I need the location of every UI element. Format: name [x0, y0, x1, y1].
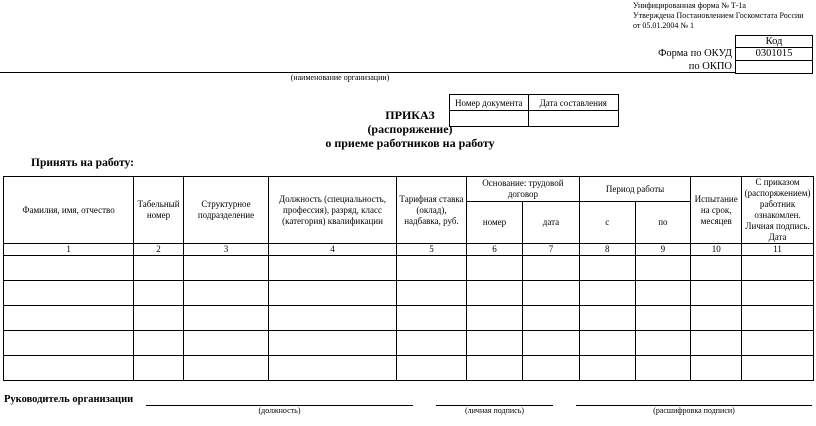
table-cell[interactable]	[134, 281, 184, 306]
table-cell[interactable]	[691, 256, 742, 281]
table-cell[interactable]	[691, 356, 742, 381]
okpo-label: по ОКПО	[688, 61, 732, 72]
table-cell[interactable]	[579, 356, 635, 381]
page-title	[310, 108, 510, 150]
table-cell[interactable]	[579, 306, 635, 331]
table-cell[interactable]	[4, 256, 134, 281]
table-cell[interactable]	[635, 256, 691, 281]
col-dept-header: Структурное подразделение	[183, 177, 268, 244]
table-cell[interactable]	[183, 281, 268, 306]
signature-decode-caption: (расшифровка подписи)	[653, 406, 735, 415]
table-cell[interactable]	[183, 306, 268, 331]
col-number: 1	[4, 244, 134, 256]
doc-date-label: Дата составления	[528, 95, 618, 111]
table-cell[interactable]	[183, 256, 268, 281]
signature-caption: (личная подпись)	[464, 406, 525, 415]
form-header-line2: Утверждена Постановлением Госкомстата России	[633, 11, 804, 20]
table-cell[interactable]	[269, 356, 397, 381]
table-cell[interactable]	[742, 306, 814, 331]
table-cell[interactable]	[635, 281, 691, 306]
col-number: 7	[523, 244, 580, 256]
table-cell[interactable]	[4, 306, 134, 331]
table-cell[interactable]	[397, 306, 467, 331]
doc-date-input[interactable]	[528, 111, 618, 127]
col-basis-header: Основание: трудовой договор	[467, 177, 580, 202]
table-cell[interactable]	[742, 356, 814, 381]
table-cell[interactable]	[134, 256, 184, 281]
table-cell[interactable]	[467, 331, 523, 356]
table-cell[interactable]	[742, 281, 814, 306]
table-cell[interactable]	[691, 306, 742, 331]
table-cell[interactable]	[635, 356, 691, 381]
table-cell[interactable]	[523, 281, 580, 306]
col-number: 8	[579, 244, 635, 256]
table-cell[interactable]	[691, 281, 742, 306]
table-row	[4, 306, 814, 331]
col-tab-header: Табельный номер	[134, 177, 184, 244]
table-cell[interactable]	[397, 356, 467, 381]
table-row	[4, 356, 814, 381]
okud-value[interactable]: 0301015	[755, 48, 793, 59]
col-period-from-header: с	[579, 202, 635, 244]
table-cell[interactable]	[523, 331, 580, 356]
col-trial-header: Испытание на срок, месяцев	[691, 177, 742, 244]
col-ack-header: С приказом (распоряжением) работник ознакомлен. Личная подпись. Дата	[742, 177, 814, 244]
okud-label: Форма по ОКУД	[658, 48, 732, 59]
col-number: 10	[691, 244, 742, 256]
table-cell[interactable]	[742, 256, 814, 281]
table-cell[interactable]	[635, 306, 691, 331]
org-caption: (наименование организации)	[290, 73, 390, 82]
table-cell[interactable]	[635, 331, 691, 356]
col-number: 11	[742, 244, 814, 256]
doc-number-label: Номер документа	[450, 95, 529, 111]
table-cell[interactable]	[579, 256, 635, 281]
col-basis-number-header: номер	[467, 202, 523, 244]
table-cell[interactable]	[523, 256, 580, 281]
table-row	[4, 331, 814, 356]
table-cell[interactable]	[397, 256, 467, 281]
col-number: 5	[397, 244, 467, 256]
table-cell[interactable]	[134, 356, 184, 381]
table-cell[interactable]	[4, 281, 134, 306]
table-cell[interactable]	[467, 356, 523, 381]
title-line3: о приеме работников на работу	[325, 136, 495, 150]
col-period-header: Период работы	[579, 177, 690, 202]
position-caption: (должность)	[258, 406, 301, 415]
col-number: 4	[269, 244, 397, 256]
table-cell[interactable]	[467, 281, 523, 306]
form-header-line1: Унифицированная форма № Т-1а	[633, 1, 746, 10]
table-cell[interactable]	[691, 331, 742, 356]
col-number: 3	[183, 244, 268, 256]
col-basis-date-header: дата	[523, 202, 580, 244]
table-cell[interactable]	[183, 331, 268, 356]
table-cell[interactable]	[467, 306, 523, 331]
table-cell[interactable]	[269, 281, 397, 306]
table-cell[interactable]	[134, 306, 184, 331]
table-cell[interactable]	[269, 306, 397, 331]
table-cell[interactable]	[742, 331, 814, 356]
form-header	[633, 1, 804, 31]
col-number: 6	[467, 244, 523, 256]
table-cell[interactable]	[579, 281, 635, 306]
table-row	[4, 281, 814, 306]
form-header-line3: от 05.01.2004 № 1	[633, 21, 695, 30]
column-numbers-row	[4, 244, 814, 256]
code-label: Код	[765, 36, 783, 47]
table-cell[interactable]	[397, 281, 467, 306]
table-cell[interactable]	[269, 256, 397, 281]
table-cell[interactable]	[397, 331, 467, 356]
col-period-to-header: по	[635, 202, 691, 244]
table-row	[4, 256, 814, 281]
col-position-header: Должность (специальность, профессия), разряд, класс (категория) квалификации	[269, 177, 397, 244]
title-line1: ПРИКАЗ	[385, 108, 435, 122]
section-label: Принять на работу:	[31, 157, 134, 169]
table-cell[interactable]	[134, 331, 184, 356]
table-cell[interactable]	[467, 256, 523, 281]
col-name-header: Фамилия, имя, отчество	[4, 177, 134, 244]
table-cell[interactable]	[523, 356, 580, 381]
head-label: Руководитель организации	[4, 394, 134, 405]
col-rate-header: Тарифная ставка (оклад), надбавка, руб.	[397, 177, 467, 244]
col-number: 9	[635, 244, 691, 256]
table-cell[interactable]	[183, 356, 268, 381]
table-cell[interactable]	[579, 331, 635, 356]
title-line2: (распоряжение)	[367, 122, 453, 136]
table-cell[interactable]	[4, 331, 134, 356]
table-cell[interactable]	[269, 331, 397, 356]
hires-table	[3, 176, 814, 381]
table-cell[interactable]	[523, 306, 580, 331]
table-cell[interactable]	[4, 356, 134, 381]
col-number: 2	[134, 244, 184, 256]
